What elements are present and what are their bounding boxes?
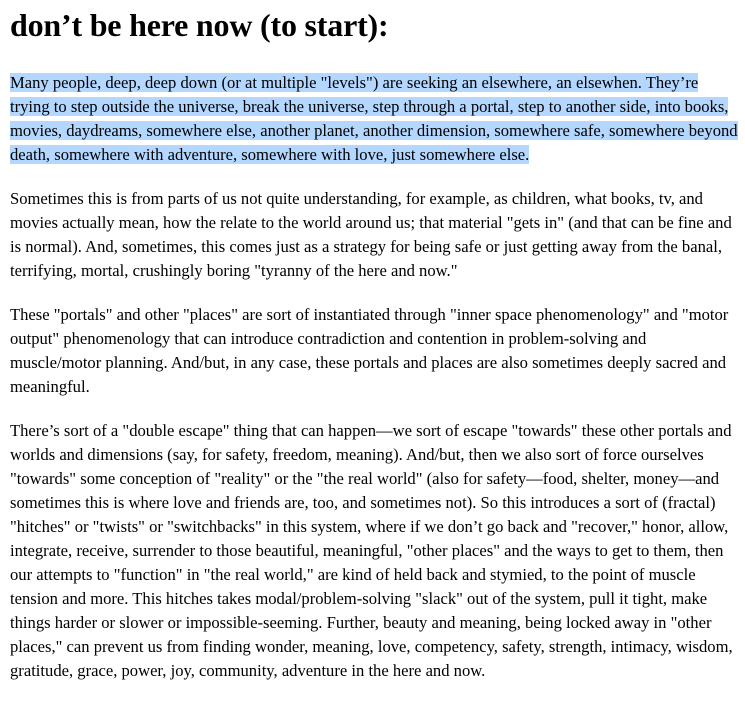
paragraph-1[interactable] [10, 71, 738, 167]
paragraph-4: There’s sort of a "double escape" thing that can happen—we sort of escape "towards" these other portals and worlds and dimensions (say, for safety, freedom, meaning). And/but, then we also sort of force ourselves "towards" some conception of "reality" or the "the real world" (also for safety—food, shelter, money—and sometimes this is where love and friends are, too, and sometimes not). So this introduces a sort of (fractal) "hitches" or "twists" or "switchbacks" in this system, where if we don’t go back and "recover," honor, allow, integrate, receive, surrender to those beautiful, meaningful, "other places" and the ways to get to them, then our attempts to "function" in "the real world," are kind of held back and stymied, to the point of muscle tension and more. This hitches takes modal/problem-solving "slack" out of the system, pull it tight, make things harder or slower or impossible-seeming. Further, beauty and meaning, being locked away in "other places," can prevent us from finding wonder, meaning, love, competency, safety, strength, intimacy, wisdom, gratitude, grace, power, joy, community, adventure in the here and now. [10, 421, 733, 680]
paragraph-3: These "portals" and other "places" are sort of instantiated through "inner space phenomenology" and "motor output" phenomenology that can introduce contradiction and contention in problem-solving and muscle/motor planning. And/but, in any case, these portals and places are also sometimes deeply sacred and meaningful. [10, 305, 729, 396]
article [10, 0, 738, 683]
paragraph-2: Sometimes this is from parts of us not quite understanding, for example, as children, what books, tv, and movies actually mean, how the relate to the world around us; that material "gets in" (and that can be fine and is normal). And, sometimes, this comes just as a strategy for being safe or just getting away from the banal, terrifying, mortal, crushingly boring "tyranny of the here and now." [10, 189, 732, 280]
page-title: don’t be here now (to start): [10, 7, 389, 43]
selected-text[interactable]: Many people, deep, deep down (or at multiple "levels") are seeking an elsewhere, an elsewhen. They’re trying to step outside the universe, break the universe, step through a portal, step to another side, into books, movies, daydreams, somewhere else, another planet, another dimension, somewhere safe, somewhere beyond death, somewhere with adventure, somewhere with love, just somewhere else. [10, 73, 738, 164]
